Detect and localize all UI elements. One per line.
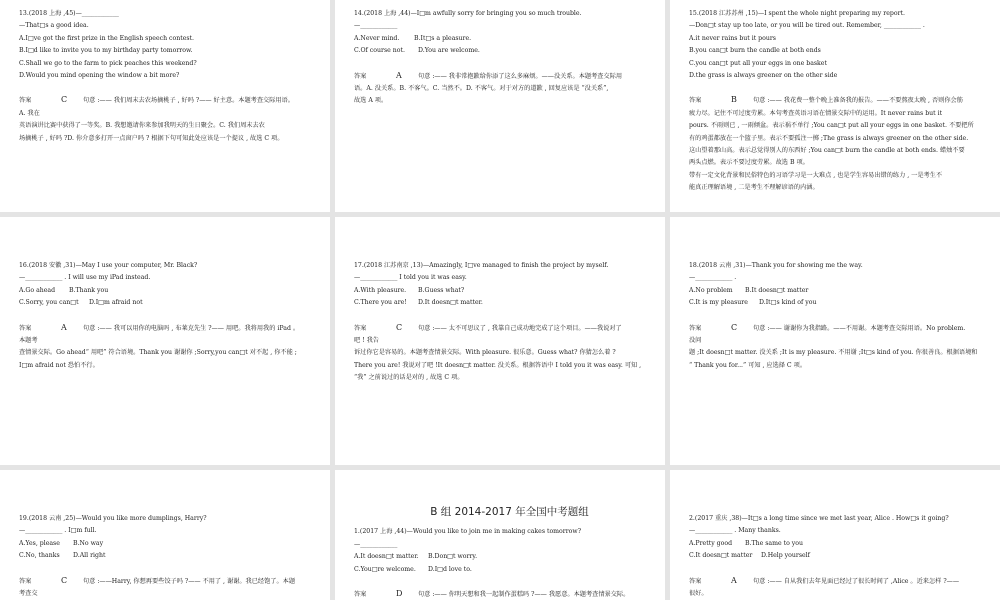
option: C.You□re welcome.: [354, 565, 416, 573]
answer-label: 答案: [19, 97, 32, 105]
explanation-text: “ Thank you for...” 可知 , 应选择 C 项。: [689, 361, 807, 369]
option-row: [689, 538, 1000, 550]
answer-line: [689, 322, 1000, 335]
answer-letter: C: [396, 322, 403, 332]
question-line: 18.(2018 云南 ,31)—Thank you for showing me the way.: [689, 262, 863, 269]
page-q17: [335, 217, 665, 465]
option: A.Never mind.: [354, 34, 400, 42]
answer-line: [354, 322, 665, 335]
answer-line: [689, 94, 1000, 107]
question-line: —____________ I told you it was easy.: [354, 274, 467, 282]
question-line: 2.(2017 重庆 ,38)—It□s a long time since we met last year, Alice . How□s it going?: [689, 515, 949, 522]
option: C.There you are!: [354, 299, 407, 307]
answer-label: 答案: [354, 324, 367, 332]
explanation-text: There you are! 我说对了吧 !It doesn□t matter. 没关系。根据答语中 I told you it was easy. 可知 ,: [354, 361, 642, 369]
question-line: —Don□t stay up too late, or you will be tired out. Remember, ____________ .: [689, 22, 925, 30]
answer-letter: D: [396, 589, 403, 599]
answer-line: [19, 322, 330, 335]
page-q14: [335, 0, 665, 212]
option: B.Don□t worry.: [428, 553, 478, 561]
explanation-text: 句意 :—— 我花费一整个晚上准备我的报告。——不要熬夜太晚 , 否则你会筋: [753, 97, 963, 105]
option: D.I□m afraid not: [89, 299, 143, 307]
option: D.It doesn□t matter.: [418, 299, 483, 307]
explanation-text: 句意 :—— 你明天想和我一起制作蛋糕吗 ?—— 我愿意。本题考查情景交际。: [418, 591, 630, 599]
explanation-text: 带有一定文化背景和民俗特色的习语学习是一大难点 , 也是学生容易出错的练力 , 一是考生不: [689, 171, 943, 179]
option: B.Guess what?: [418, 286, 465, 294]
explanation-text: 句意 :——Harry, 你想再要些饺子吗 ?—— 不用了 , 谢谢。我已经饱了。本题: [83, 577, 296, 585]
option-row: [19, 297, 330, 309]
option: C.Sorry, you can□t: [19, 299, 79, 307]
option-row: [19, 538, 330, 550]
page-q13: [0, 0, 330, 212]
explanation-text: 语。A. 没关系。B. 不客气。C. 当然不。D. 不客气。对于对方的道歉 , 回复应该是 “没关系”,: [354, 85, 609, 93]
answer-line: [19, 94, 330, 107]
option-row: [689, 285, 1000, 297]
answer-label: 答案: [689, 97, 702, 105]
question-line: 1.(2017 上海 ,44)—Would you like to join me in making cakes tomorrow?: [354, 528, 582, 536]
page-group-b: [335, 470, 665, 600]
explanation-text: 考查交: [19, 590, 38, 598]
answer-label: 答案: [354, 591, 367, 599]
question-line: —____________ . I□m full.: [19, 527, 97, 535]
explanation-text: 查情景交际。Go ahead“ 用吧” 符合语境。Thank you 谢谢你 ;Sorry,you can□t 对不起 , 你不能 ;: [19, 349, 297, 357]
option-row: [19, 285, 330, 297]
option: A.With pleasure.: [354, 286, 407, 294]
option-line: C.Shall we go to the farm to pick peaches this weekend?: [19, 59, 197, 67]
explanation-text: 故选 A 项。: [354, 97, 388, 105]
option: D.You are welcome.: [418, 47, 480, 55]
option: C.It is my pleasure: [689, 299, 748, 307]
option-line: B.I□d like to invite you to my birthday party tomorrow.: [19, 47, 193, 55]
option-line: A.I□ve got the first prize in the English speech contest.: [19, 34, 194, 42]
option: D.It□s kind of you: [759, 299, 817, 307]
answer-letter: C: [61, 95, 68, 105]
question-line: —That□s a good idea.: [19, 22, 89, 30]
answer-line: [354, 70, 665, 83]
option: C.No, thanks: [19, 552, 60, 560]
explanation-text: 没问: [689, 337, 702, 345]
option-row: [354, 564, 665, 576]
answer-label: 答案: [19, 577, 32, 585]
explanation-text: 本题考: [19, 337, 38, 345]
answer-letter: C: [61, 575, 68, 585]
explanation-text: 两头点燃。表示不要过度劳累。故选 B 项。: [689, 159, 809, 167]
option: C.Of course not.: [354, 47, 405, 55]
question-line: —____________: [354, 22, 398, 30]
explanation-text: 句意 :—— 我可以用你的电脑吗 , 布莱克先生 ?—— 用吧。我将用我的 iPad 。: [83, 324, 300, 332]
question-line: —____________ . I will use my iPad instead.: [19, 274, 151, 282]
explanation-text: 句意 :—— 我非常抱歉给你添了这么多麻烦。——没关系。本题考查交际用: [418, 72, 623, 80]
option: B.No way: [73, 539, 104, 547]
answer-line: [354, 588, 665, 600]
answer-label: 答案: [354, 72, 367, 80]
option: D.All right: [73, 552, 106, 560]
page-q2: [670, 470, 1000, 600]
option-row: [354, 297, 665, 309]
answer-line: [19, 575, 330, 588]
option: B.The same to you: [745, 539, 803, 547]
page-q18: [670, 217, 1000, 465]
option: C.It doesn□t matter: [689, 552, 753, 560]
question-line: 19.(2018 云南 ,25)—Would you like more dumplings, Harry?: [19, 515, 207, 522]
answer-line: [689, 575, 1000, 588]
explanation-text: 英语演讲比赛中获得了一等奖。B. 我想邀请你来参加我明天的生日聚会。C. 我们周末去农: [19, 122, 265, 130]
option: B.It□s a pleasure.: [414, 34, 472, 42]
explanation-text: 句意 :—— 太不可思议了 , 我靠自己成功地完成了这个项目。——我说对了: [418, 324, 622, 332]
explanation-text: 吧 ! 我告: [354, 337, 379, 345]
explanation-text: “我” 之前说过的话是对的 , 故选 C 项。: [354, 374, 464, 382]
explanation-text: A. 我在: [19, 109, 40, 117]
option-line: D.Would you mind opening the window a bit more?: [19, 72, 180, 80]
option: A.Go ahead: [19, 286, 56, 294]
option: D.Help yourself: [761, 552, 810, 560]
option-row: [354, 33, 665, 45]
question-line: 13.(2018 上海 ,45)—____________: [19, 10, 119, 17]
page-q16: [0, 217, 330, 465]
answer-label: 答案: [689, 577, 702, 585]
explanation-text: 场摘桃子 , 好吗 ?D. 你介意多打开一点窗户吗 ? 根据下句可知此处应该是一个提议 , 故选 C 项。: [19, 134, 284, 142]
option: A.It doesn□t matter.: [354, 553, 419, 561]
option-line: D.the grass is always greener on the other side: [689, 72, 838, 80]
question-line: 17.(2018 江苏南京 ,13)—Amazingly, I□ve managed to finish the project by myself.: [354, 262, 609, 269]
option-row: [689, 550, 1000, 562]
answer-letter: C: [731, 322, 738, 332]
option-row: [354, 45, 665, 57]
answer-label: 答案: [689, 324, 702, 332]
option: B.Thank you: [69, 286, 109, 294]
option-row: [689, 297, 1000, 309]
explanation-text: 句意 :—— 自从我们去年见面已经过了很长时间了 ,Alice 。近来怎样 ?——: [753, 577, 960, 585]
option: D.I□d love to.: [428, 565, 472, 573]
explanation-text: I□m afraid not 恐怕不行。: [19, 361, 99, 369]
answer-letter: A: [731, 575, 737, 585]
explanation-text: 句意 :—— 谢谢你为我指路。——不用谢。本题考查交际用语。No problem.: [753, 324, 966, 332]
explanation-text: 有的鸡蛋都放在一个篮子里。表示不要孤注一掷 ;The grass is always greener on the other side.: [689, 134, 969, 142]
answer-letter: A: [396, 70, 402, 80]
explanation-text: 题 ;It doesn□t matter. 没关系 ;It is my pleasure. 不用谢 ;It□s kind of you. 你很善良。根据语境和: [689, 349, 978, 357]
option-line: A.it never rains but it pours: [689, 34, 776, 42]
explanation-text: 疲力尽。记住不可过度劳累。本句考查英语习语在情景交际中的运用。It never rains but it: [689, 109, 943, 117]
question-line: —____________ . Many thanks.: [689, 527, 781, 535]
option: A.Pretty good: [689, 539, 733, 547]
option: A.No problem: [689, 286, 733, 294]
option-line: B.you can□t burn the candle at both ends: [689, 47, 821, 55]
answer-letter: A: [61, 322, 67, 332]
explanation-text: 诉过你它是容易的。本题考查情景交际。With pleasure. 很乐意。Guess what? 你猜怎么着 ?: [354, 349, 616, 357]
explanation-text: 很好。: [689, 590, 708, 598]
explanation-text: 能真正理解语境 , 二是考生不理解谚语的内涵。: [689, 184, 819, 192]
explanation-text: pours. 不雨则已 , 一雨倾盆。表示祸不单行 ;You can□t put all your eggs in one basket. 不要把所: [689, 122, 974, 130]
question-line: —____________: [354, 540, 398, 548]
section-title: B 组 2014-2017 年全国中考题组: [430, 506, 589, 518]
answer-label: 答案: [19, 324, 32, 332]
question-line: —____________ .: [689, 274, 737, 282]
page-q15: [670, 0, 1000, 212]
question-line: 15.(2018 江苏苏州 ,15)—I spent the whole night preparing my report.: [689, 10, 905, 17]
answer-letter: B: [731, 95, 737, 105]
explanation-text: 句意 :—— 我们周末去农场摘桃子 , 好吗 ?—— 好主意。本题考查交际用语。: [83, 97, 294, 105]
option-line: C.you can□t put all your eggs in one basket: [689, 59, 827, 67]
option: B.It doesn□t matter: [745, 286, 809, 294]
option: A.Yes, please: [19, 539, 60, 547]
option-row: [354, 285, 665, 297]
explanation-text: 这山望着那山高。表示总觉得别人的东西好 ;You can□t burn the candle at both ends. 蜡烛不要: [689, 147, 965, 155]
page-q19: [0, 470, 330, 600]
option-row: [19, 550, 330, 562]
question-line: 14.(2018 上海 ,44)—I□m awfully sorry for bringing you so much trouble.: [354, 10, 582, 17]
question-line: 16.(2018 安徽 ,31)—May I use your computer, Mr. Black?: [19, 262, 198, 269]
option-row: [354, 551, 665, 563]
